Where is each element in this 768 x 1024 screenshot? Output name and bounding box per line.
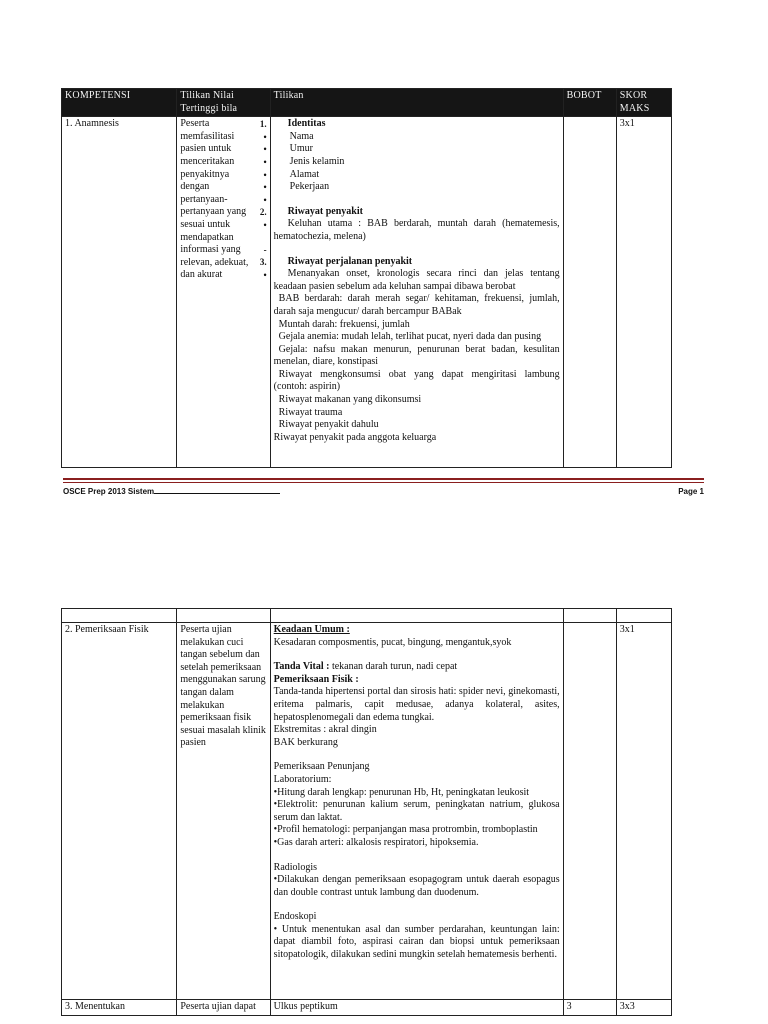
- tilikan-text: Ulkus peptikum: [270, 1000, 563, 1016]
- lab-title: Laboratorium:: [273, 773, 332, 785]
- footer-page-number: Page 1: [678, 487, 704, 496]
- identitas-title: Identitas: [287, 118, 326, 130]
- header-tilikan: Tilikan: [270, 89, 563, 117]
- header-tilikan-nilai: Tilikan Nilai Tertinggi bila: [177, 89, 270, 117]
- criteria-text: Peserta ujian dapat: [177, 1000, 270, 1016]
- history-item: Muntah darah: frekuensi, jumlah: [278, 318, 410, 330]
- table-row-pemeriksaan-fisik: [62, 623, 672, 1000]
- footer-label: OSCE Prep 2013 Sistem: [63, 487, 280, 496]
- vital-line: Tanda Vital : tekanan darah turun, nadi cepat: [273, 661, 458, 673]
- perjalanan-title: Riwayat perjalanan penyakit: [287, 255, 413, 267]
- tilikan-cell: [270, 117, 563, 468]
- header-kompetensi: KOMPETENSI: [62, 89, 177, 117]
- bobot-cell: 3: [563, 1000, 616, 1016]
- radiologis-title: Radiologis: [273, 861, 318, 873]
- page-footer: [63, 478, 704, 502]
- keluhan-utama: Keluhan utama : BAB berdarah, muntah darah (hematemesis, hematochezia, melena): [273, 218, 560, 242]
- bak-text: BAK berkurang: [273, 736, 338, 748]
- competency-menentukan: 3. Menentukan: [62, 1000, 177, 1016]
- radiologis-text: •Dilakukan dengan pemeriksaan esopagogram untuk daerah esopagus dan double contrast untuk lambung dan duodenum.: [273, 874, 560, 898]
- endoskopi-title: Endoskopi: [273, 911, 317, 923]
- history-item: Riwayat makanan yang dikonsumsi: [278, 394, 422, 406]
- header-skor: SKOR MAKS: [616, 89, 671, 117]
- history-item: Gejala anemia: mudah lelah, terlihat pucat, nyeri dada dan pusing: [278, 331, 542, 343]
- lab-item: •Profil hematologi: perpanjangan masa protrombin, tromboplastin: [273, 824, 538, 836]
- riwayat-penyakit-title: Riwayat penyakit: [287, 205, 363, 217]
- tilikan-cell: [270, 623, 563, 1000]
- fisik-title: Pemeriksaan Fisik :: [273, 673, 359, 685]
- skor-cell: 3x1: [616, 623, 671, 1000]
- history-item: Riwayat mengkonsumsi obat yang dapat mengiritasi lambung (contoh: aspirin): [273, 368, 560, 393]
- keadaan-text: Kesadaran composmentis, pucat, bingung, mengantuk,syok: [273, 636, 512, 648]
- identitas-item: Pekerjaan: [289, 181, 330, 193]
- skor-cell: 3x1: [616, 117, 671, 468]
- table-header-row: [62, 89, 672, 117]
- competency-anamnesis: 1. Anamnesis: [62, 117, 177, 468]
- competency-pemeriksaan-fisik: 2. Pemeriksaan Fisik: [62, 623, 177, 1000]
- fisik-text: Tanda-tanda hipertensi portal dan sirosis hati: spider nevi, ginekomasti, eritema palmaris, capit medusae, adanya kolateral, asites, hepatosplenomegali dan edema tungkai.: [273, 686, 560, 723]
- bobot-cell: [563, 117, 616, 468]
- ekstremitas-text: Ekstremitas : akral dingin: [273, 724, 377, 736]
- endoskopi-text: • Untuk menentukan asal dan sumber perdarahan, keuntungan lain: dapat diambil foto, aspirasi cairan dan biopsi untuk pemeriksaan sitopatologik, dilakukan sedini mungkin setelah hematemesis berhenti.: [273, 923, 560, 961]
- criteria-markers: 1. • • • • • • 2. • - 3. •: [259, 119, 267, 280]
- footer-rule: [63, 478, 704, 480]
- history-family: Riwayat penyakit pada anggota keluarga: [273, 431, 437, 443]
- identitas-item: Nama: [289, 130, 314, 142]
- criteria-text: Peserta memfasilitasi pasien untuk menceritakan penyakitnya dengan pertanyaan-pertanyaan yang sesuai untuk mendapatkan informasi yang relevan, adekuat, dan akurat: [180, 118, 249, 281]
- criteria-text: Peserta ujian melakukan cuci tangan sebelum dan setelah pemeriksaan menggunakan sarung tangan dalam melakukan pemeriksaan fisik sesuai masalah klinik pasien: [177, 623, 270, 1000]
- criteria-cell: [177, 117, 270, 468]
- bobot-cell: [563, 623, 616, 1000]
- lab-item: •Elektrolit: penurunan kalium serum, peningkatan natrium, glukosa serum dan laktat.: [273, 799, 560, 823]
- skor-cell: 3x3: [616, 1000, 671, 1016]
- header-bobot: BOBOT: [563, 89, 616, 117]
- assessment-table-page2: [61, 608, 672, 1016]
- lab-item: •Gas darah arteri: alkalosis respiratori, hipoksemia.: [273, 836, 479, 848]
- table-header-row-empty: [62, 609, 672, 623]
- perjalanan-intro: Menanyakan onset, kronologis secara rinci dan jelas tentang keadaan pasien sebelum ada keluhan sampai dibawa berobat: [273, 268, 560, 292]
- identitas-item: Alamat: [289, 168, 320, 180]
- history-item: Riwayat trauma: [278, 406, 343, 418]
- identitas-item: Umur: [289, 143, 314, 155]
- assessment-table-page1: [61, 88, 672, 468]
- history-item: Riwayat penyakit dahulu: [278, 419, 379, 431]
- history-item: BAB berdarah: darah merah segar/ kehitaman, frekuensi, jumlah, darah saja mengucur/ darah bercampur BABak: [273, 293, 560, 317]
- identitas-item: Jenis kelamin: [289, 155, 345, 167]
- table-row-menentukan: [62, 1000, 672, 1016]
- footer-rule: [63, 482, 704, 483]
- keadaan-title: Keadaan Umum :: [273, 624, 350, 635]
- lab-item: •Hitung darah lengkap: penurunan Hb, Ht, peningkatan leukosit: [273, 786, 530, 798]
- penunjang-title: Pemeriksaan Penunjang: [273, 761, 370, 773]
- table-row-anamnesis: [62, 117, 672, 468]
- history-item: Gejala: nafsu makan menurun, penurunan berat badan, kesulitan menelan, diare, konstipasi: [273, 343, 560, 368]
